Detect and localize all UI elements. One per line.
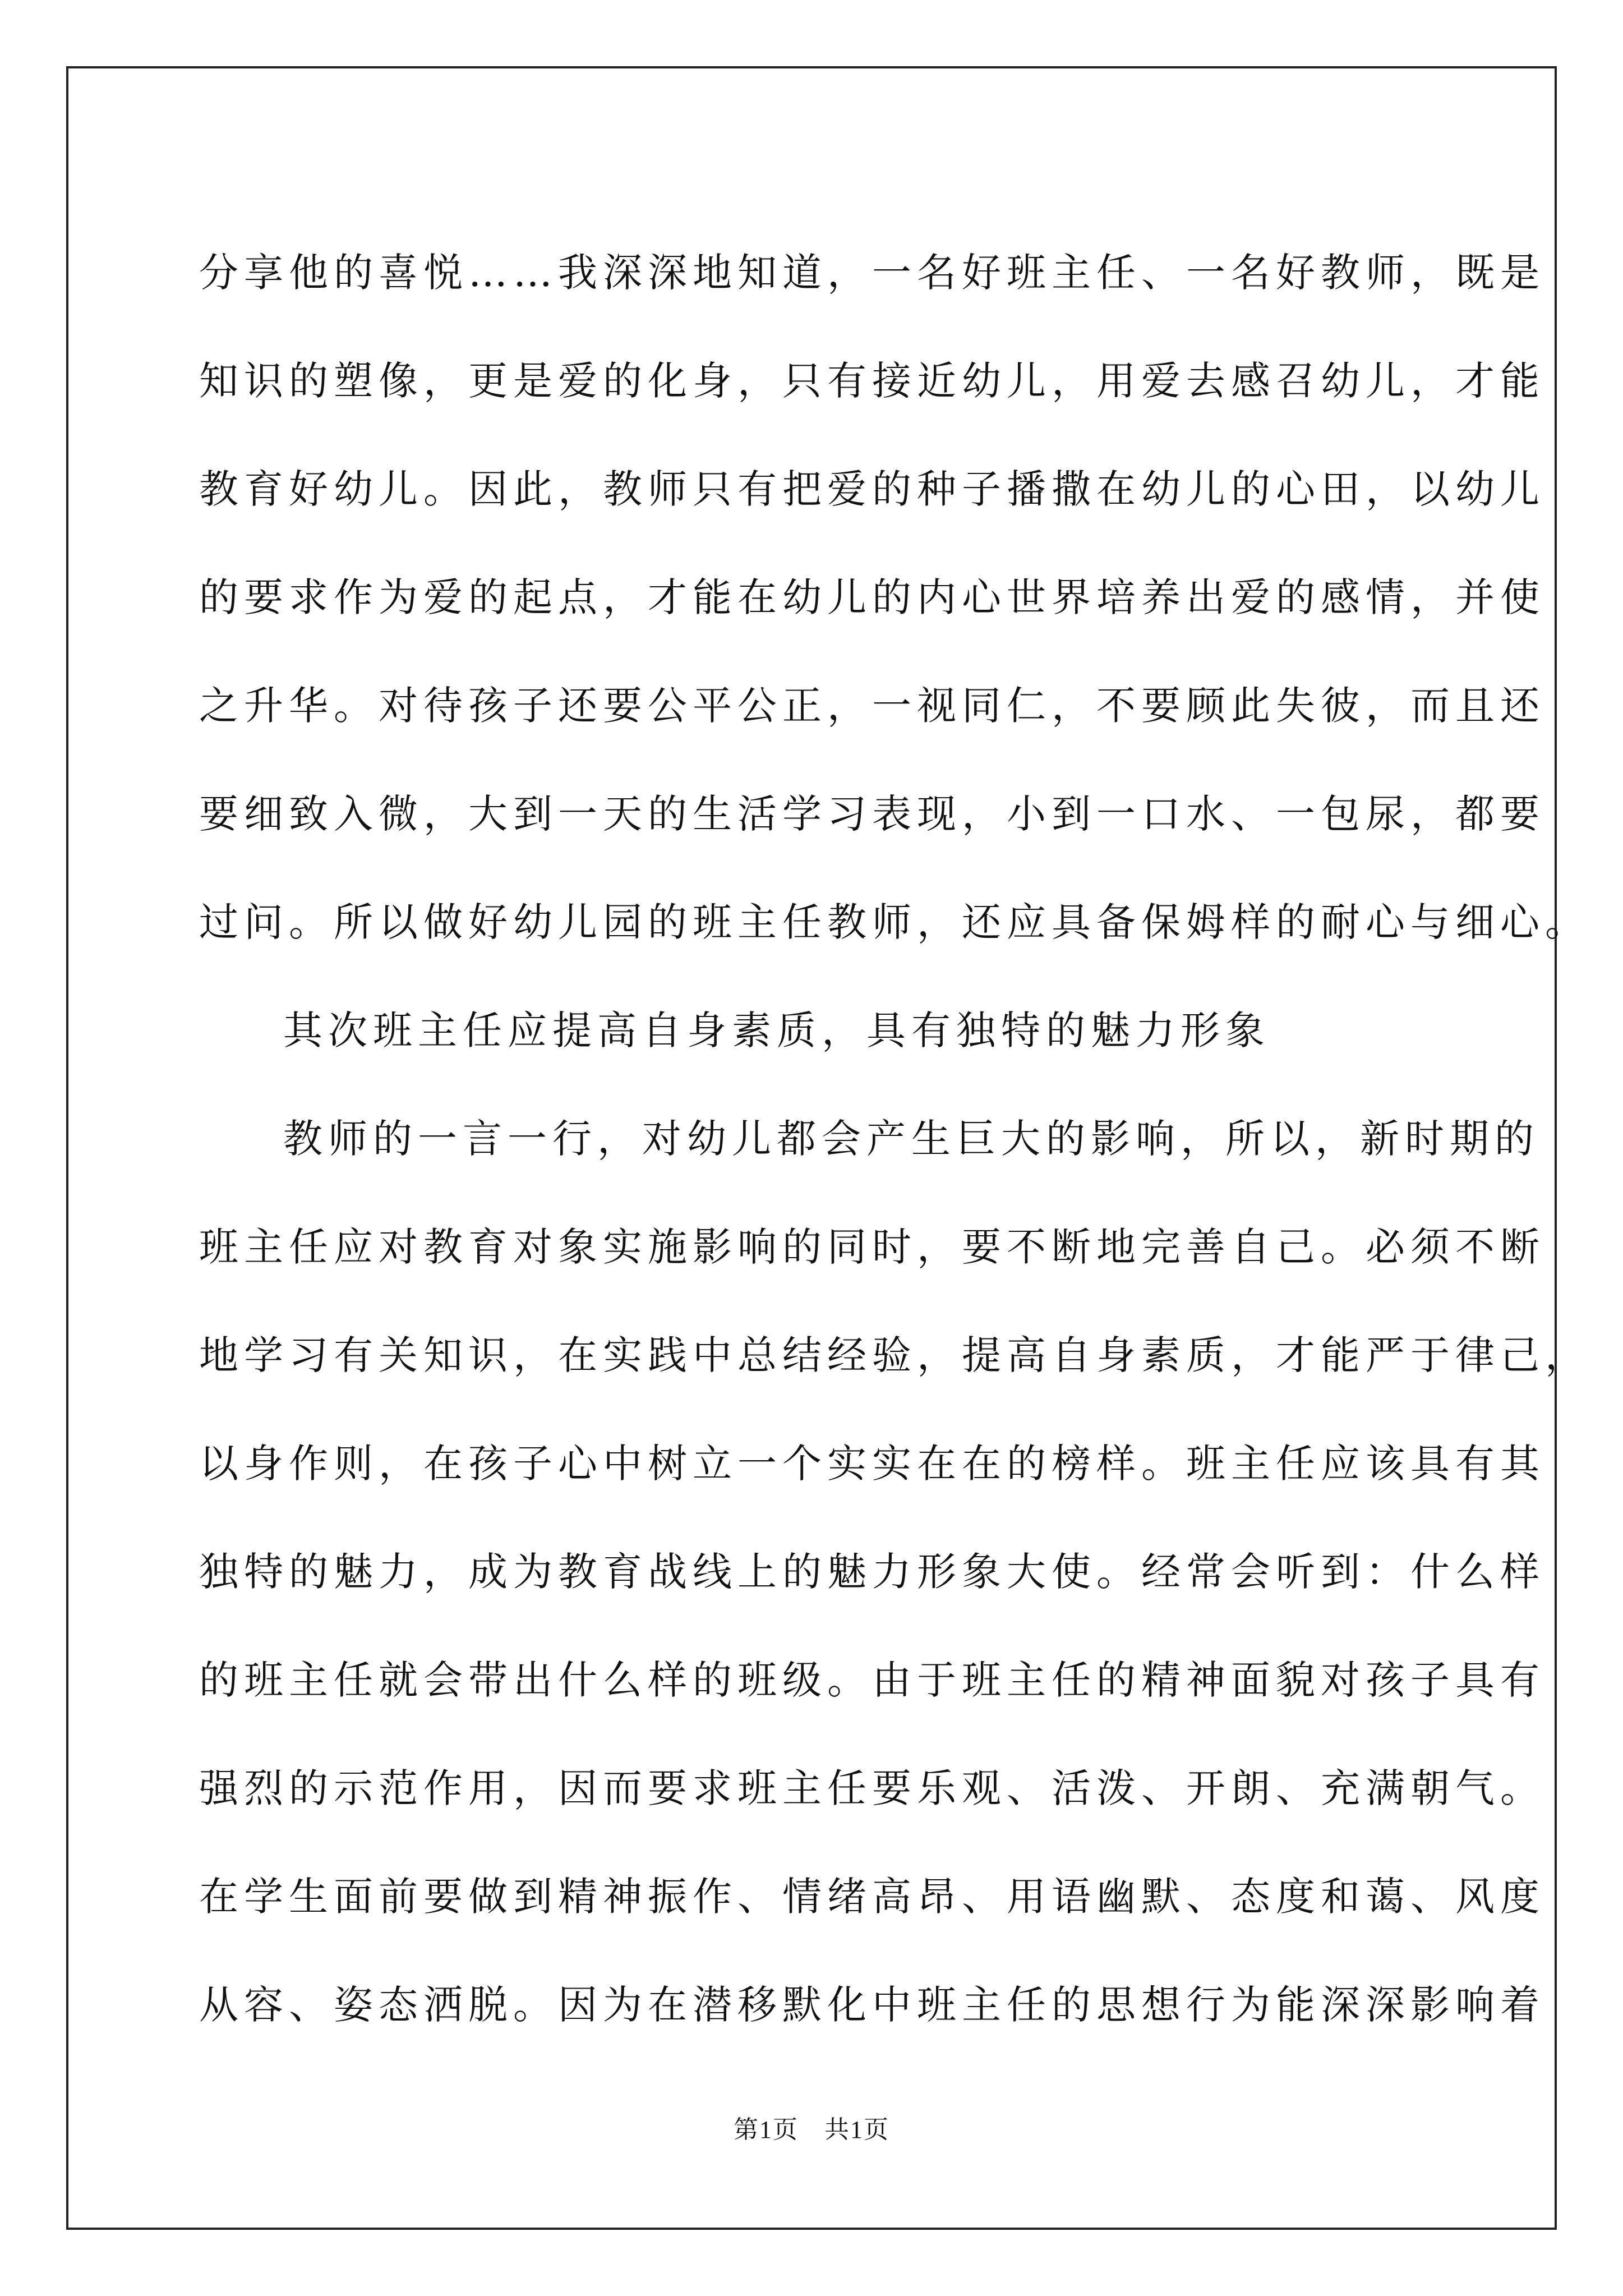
- document-body: [199, 219, 1590, 2059]
- page-footer: 第1页 共1页: [734, 2116, 889, 2143]
- text-line: 之升华。对待孩子还要公平公正，一视同仁，不要顾此失彼，而且还: [199, 683, 1545, 729]
- text-line: 独特的魅力，成为教育战线上的魅力形象大使。经常会听到：什么样: [199, 1549, 1545, 1595]
- text-line: 强烈的示范作用，因而要求班主任要乐观、活泼、开朗、充满朝气。: [199, 1765, 1545, 1811]
- text-line: 的班主任就会带出什么样的班级。由于班主任的精神面貌对孩子具有: [199, 1657, 1545, 1703]
- text-line: 知识的塑像，更是爱的化身，只有接近幼儿，用爱去感召幼儿，才能: [199, 358, 1545, 404]
- text-line: 在学生面前要做到精神振作、情绪高昂、用语幽默、态度和蔼、风度: [199, 1874, 1545, 1920]
- text-line: 从容、姿态洒脱。因为在潜移默化中班主任的思想行为能深深影响着: [199, 1982, 1545, 2028]
- text-line: 过问。所以做好幼儿园的班主任教师，还应具备保姆样的耐心与细心。: [199, 899, 1590, 945]
- text-line: 要细致入微，大到一天的生活学习表现，小到一口水、一包尿，都要: [199, 791, 1545, 837]
- text-line: 班主任应对教育对象实施影响的同时，要不断地完善自己。必须不断: [199, 1224, 1545, 1270]
- text-line: 教育好幼儿。因此，教师只有把爱的种子播撒在幼儿的心田，以幼儿: [199, 466, 1545, 512]
- text-line: 以身作则，在孩子心中树立一个实实在在的榜样。班主任应该具有其: [199, 1441, 1545, 1487]
- text-line: 教师的一言一行，对幼儿都会产生巨大的影响，所以，新时期的: [283, 1116, 1539, 1162]
- text-line: 分享他的喜悦……我深深地知道，一名好班主任、一名好教师，既是: [199, 250, 1545, 296]
- text-line: 地学习有关知识，在实践中总结经验，提高自身素质，才能严于律己，: [199, 1332, 1590, 1378]
- section-heading: 其次班主任应提高自身素质，具有独特的魅力形象: [283, 1007, 1270, 1053]
- text-line: 的要求作为爱的起点，才能在幼儿的内心世界培养出爱的感情，并使: [199, 574, 1545, 620]
